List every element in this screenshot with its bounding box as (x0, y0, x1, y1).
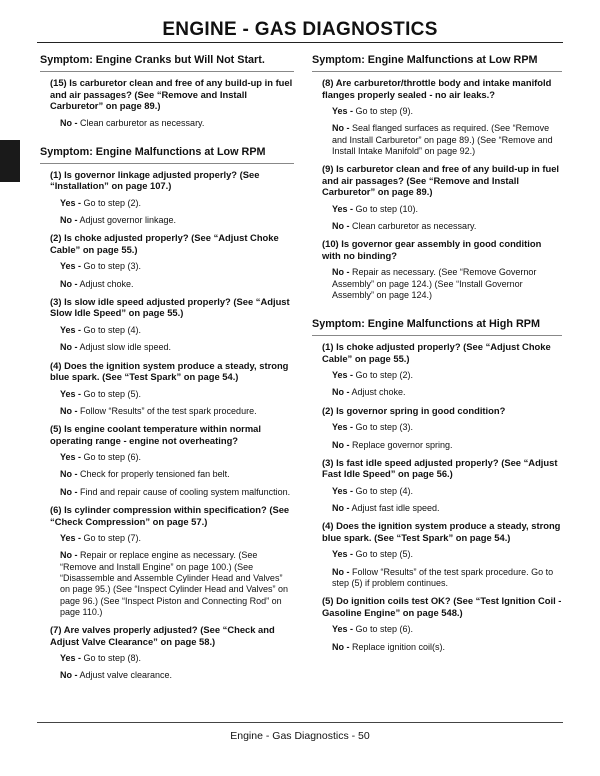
answer-text: Adjust choke. (349, 387, 406, 398)
diagnostic-question: (8) Are carburetor/throttle body and intake manifold flanges properly sealed - no air leaks.? (322, 77, 552, 100)
section-gap (40, 135, 294, 142)
answer-text: Go to step (2). (353, 370, 414, 381)
diagnostic-answer (60, 261, 294, 272)
answer-text: Check for properly tensioned fan belt. (77, 469, 230, 480)
diagnostic-answer (332, 624, 562, 635)
answer-text: Go to step (7). (81, 533, 142, 544)
diagnostic-answer (332, 567, 562, 590)
answer-text: Follow “Results” of the test spark procedure. Go to step (5) if problem continues. (332, 566, 554, 589)
answer-label: No - (60, 342, 78, 353)
answer-label: Yes - (332, 485, 354, 496)
diagnostic-question: (2) Is choke adjusted properly? (See “Adjust Choke Cable” on page 55.) (50, 232, 279, 255)
answer-label: No - (332, 641, 350, 652)
answer-label: Yes - (60, 261, 82, 272)
answer-label: No - (332, 566, 350, 577)
diagnostic-answer (60, 389, 294, 400)
answer-text: Go to step (4). (81, 324, 142, 335)
answer-text: Adjust valve clearance. (77, 670, 173, 681)
diagnostic-question: (4) Does the ignition system produce a steady, strong blue spark. (See “Test Spark” on page 54.) (322, 520, 561, 543)
diagnostic-answer (332, 204, 562, 215)
answer-label: Yes - (60, 653, 82, 664)
answer-text: Go to step (4). (353, 485, 414, 496)
answer-text: Adjust choke. (77, 278, 134, 289)
diagnostic-question: (9) Is carburetor clean and free of any build-up in fuel and air passages? (See “Remove and Install Carburetor” on page 89.) (322, 163, 560, 198)
answer-text: Go to step (3). (353, 422, 414, 433)
diagnostic-answer (60, 406, 294, 417)
answer-text: Go to step (8). (81, 653, 142, 664)
answer-text: Go to step (5). (81, 388, 142, 399)
diagnostic-answer (60, 653, 294, 664)
answer-label: Yes - (60, 388, 82, 399)
answer-text: Adjust slow idle speed. (77, 342, 172, 353)
symptom-heading: Symptom: Engine Cranks but Will Not Start. (40, 50, 294, 72)
diagnostic-answer (332, 123, 562, 157)
answer-text: Go to step (6). (353, 624, 414, 635)
answer-text: Find and repair cause of cooling system malfunction. (77, 486, 291, 497)
diagnostic-question: (4) Does the ignition system produce a steady, strong blue spark. (See “Test Spark” on page 54.) (50, 359, 289, 383)
answer-text: Follow “Results” of the test spark procedure. (77, 405, 257, 416)
answer-label: No - (332, 267, 350, 278)
answer-label: No - (60, 215, 78, 226)
diagnostic-answer (60, 215, 294, 226)
answer-text: Replace ignition coil(s). (349, 641, 446, 652)
page-title: ENGINE - GAS DIAGNOSTICS (162, 19, 438, 40)
answer-label: No - (332, 387, 350, 398)
symptom-heading: Symptom: Engine Malfunctions at Low RPM (312, 50, 562, 72)
answer-label: No - (60, 117, 78, 128)
left-column (40, 50, 294, 688)
answer-label: Yes - (60, 197, 82, 208)
section-gap (312, 307, 562, 314)
answer-label: Yes - (60, 533, 82, 544)
diagnostic-question: (6) Is cylinder compression within specification? (See “Check Compression” on page 57.) (50, 504, 290, 527)
symptom-heading: Symptom: Engine Malfunctions at High RPM (312, 314, 562, 336)
diagnostic-answer (60, 487, 294, 498)
diagnostic-answer (332, 387, 562, 398)
answer-label: No - (60, 405, 78, 416)
page-footer: Engine - Gas Diagnostics - 50 (230, 730, 370, 742)
answer-label: Yes - (332, 370, 354, 381)
footer-rule (37, 722, 563, 723)
diagnostic-question: (10) Is governor gear assembly in good condition with no binding? (322, 238, 542, 261)
answer-text: Go to step (2). (81, 197, 142, 208)
answer-label: Yes - (60, 324, 82, 335)
answer-text: Clean carburetor as necessary. (349, 220, 477, 231)
answer-label: Yes - (332, 106, 354, 116)
diagnostic-question: (5) Do ignition coils test OK? (See “Test Ignition Coil - Gasoline Engine” on page 548.) (322, 595, 562, 618)
answer-text: Adjust governor linkage. (77, 215, 177, 226)
diagnostic-question: (3) Is fast idle speed adjusted properly? (See “Adjust Fast Idle Speed” on page 56.) (322, 456, 558, 480)
answer-text: Repair or replace engine as necessary. (See “Remove and Install Engine” on page 100.) (See “Disassemble and Assemble Cylinder Head and Valves” on page 95.) (See “Inspect Cylinder Head and Valves” on page 96.) (See “Inspect Piston and Connecting Rod” on page 110.) (60, 550, 288, 617)
diagnostic-question: (5) Is engine coolant temperature within normal operating range - engine not overheating? (50, 423, 261, 446)
answer-label: Yes - (332, 549, 354, 560)
answer-label: No - (60, 278, 78, 289)
answer-text: Replace governor spring. (349, 439, 453, 450)
diagnostic-question: (1) Is choke adjusted properly? (See “Adjust Choke Cable” on page 55.) (322, 341, 551, 364)
answer-label: No - (332, 503, 350, 514)
answer-text: Go to step (9). (353, 106, 414, 116)
answer-label: No - (60, 486, 78, 497)
diagnostic-question: (3) Is slow idle speed adjusted properly? (See “Adjust Slow Idle Speed” on page 55.) (50, 295, 290, 319)
title-rule (37, 42, 563, 43)
diagnostic-answer (60, 550, 294, 618)
answer-text: Go to step (5). (353, 549, 414, 560)
answer-text: Go to step (3). (81, 261, 142, 272)
diagnostic-question: (7) Are valves properly adjusted? (See “Check and Adjust Valve Clearance” on page 58.) (50, 624, 275, 647)
diagnostic-question: (2) Is governor spring in good condition? (322, 404, 506, 416)
answer-text: Go to step (6). (81, 452, 142, 463)
diagnostic-answer (60, 325, 294, 336)
diagnostic-answer (60, 279, 294, 290)
diagnostic-answer (60, 469, 294, 480)
diagnostic-answer (60, 452, 294, 463)
diagnostic-answer (332, 106, 562, 117)
answer-label: No - (332, 439, 350, 450)
answer-text: Seal flanged surfaces as required. (See “Remove and Install Carburetor” on page 89.) (See “Remove and Install Intake Manifold” on page 92.) (332, 123, 553, 156)
diagnostic-answer (332, 486, 562, 497)
diagnostic-question: (1) Is governor linkage adjusted properly? (See “Installation” on page 107.) (50, 168, 260, 192)
diagnostic-answer (60, 118, 294, 129)
diagnostic-question: (15) Is carburetor clean and free of any build-up in fuel and air passages? (See “Remove and Install Carburetor” on page 89.) (50, 77, 293, 111)
answer-text: Go to step (10). (353, 203, 419, 214)
diagnostic-answer (332, 221, 562, 232)
symptom-heading: Symptom: Engine Malfunctions at Low RPM (40, 142, 294, 164)
diagnostic-answer (332, 549, 562, 560)
right-column (312, 50, 562, 659)
answer-label: No - (60, 550, 78, 561)
answer-label: No - (60, 670, 78, 681)
section-tab-marker (0, 140, 20, 182)
diagnostic-answer (332, 267, 562, 301)
diagnostic-answer (60, 342, 294, 353)
answer-label: No - (332, 123, 350, 134)
diagnostic-answer (60, 198, 294, 209)
diagnostic-answer (332, 642, 562, 653)
diagnostic-answer (332, 503, 562, 514)
answer-label: Yes - (332, 422, 354, 433)
answer-label: Yes - (60, 452, 82, 463)
diagnostic-answer (332, 422, 562, 433)
diagnostic-answer (60, 533, 294, 544)
answer-label: No - (332, 220, 350, 231)
diagnostic-answer (332, 440, 562, 451)
answer-text: Clean carburetor as necessary. (77, 117, 205, 128)
diagnostic-answer (332, 370, 562, 381)
answer-text: Repair as necessary. (See “Remove Governor Assembly” on page 124.) (See “Install Governor Assembly” on page 124.) (332, 267, 537, 300)
answer-label: No - (60, 469, 78, 480)
diagnostic-answer (60, 670, 294, 681)
answer-text: Adjust fast idle speed. (349, 503, 440, 514)
answer-label: Yes - (332, 624, 354, 635)
answer-label: Yes - (332, 203, 354, 214)
